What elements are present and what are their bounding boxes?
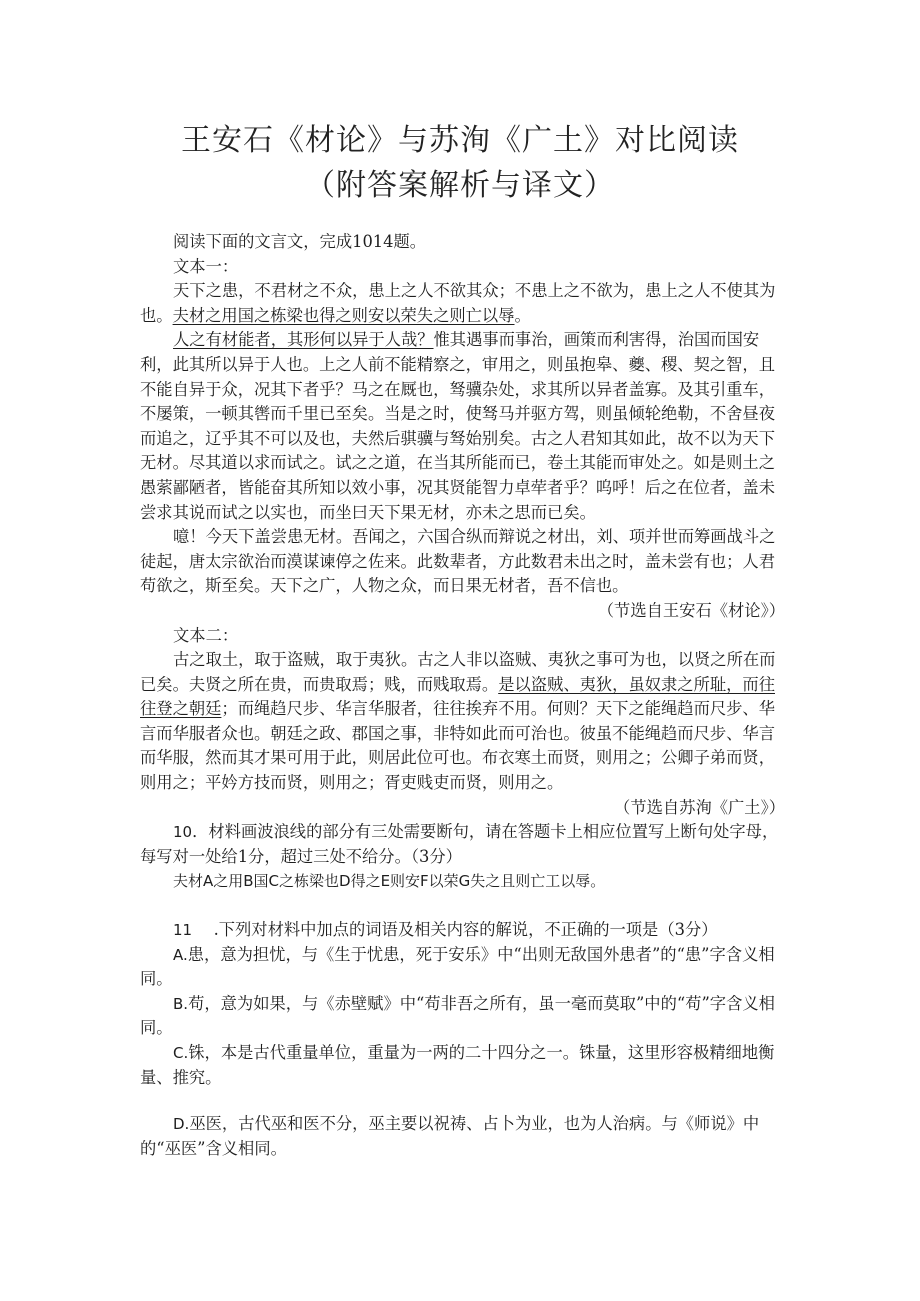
text1-paragraph-2 (140, 328, 785, 525)
option-d-text: 巫医，古代巫和医不分，巫主要以祝祷、占卜为业，也为人治病。与《师说》中的“巫医”含义相同。 (140, 1114, 760, 1158)
document-title: 王安石《材论》与苏洵《广土》对比阅读 (181, 123, 739, 158)
text2-p1-rest: ；而绳趋尺步、华言华服者，往往挨弃不用。何则？天下之能绳趋而尺步、华言而华服者众也。朝廷之政、郡国之事，非特如此而可治也。彼虽不能绳趋而尺步、华言而华服，然而其才果可用于此，则居此位可也。布衣寒土而贤，则用之；公卿子弟而贤，则用之；平妗方技而贤，则用之；胥吏贱吏而贤，则用之。 (140, 699, 775, 793)
option-a-label: A. (173, 945, 188, 964)
text2-p1-start: 古之取土，取于盗贼，取于夷狄。古之人非以盗贼、夷狄之事可为也，以贤之所在而已矣。夫贤之所在贵，而贵取焉；贱，而贱取焉。 (140, 650, 776, 694)
option-a-text: 患，意为担忧，与《生于忧患，死于安乐》中“出则无敌国外患者”的“患”字含义相同。 (140, 944, 775, 989)
text1-p1-sentence: 天下之患，不君材之不众，患上之人不欲其众；不患上之不欲为，患上之人不使其为也。 (140, 281, 776, 325)
text1-p1-end: 。 (514, 305, 531, 325)
question-10-number: 10 (173, 823, 193, 842)
question-10-sentence: 夫材A之用B国C之栋梁也D得之E则安F以荣G失之且则亡工以辱。 (173, 872, 606, 891)
option-c-text: 铢，本是古代重量单位，重量为一两的二十四分之一。铢量，这里形容极精细地衡量、推究。 (140, 1043, 775, 1087)
option-a (140, 943, 785, 992)
text1-p2-rest: 惟其遇事而事治，画策而利害得，治国而国安利，此其所以异于人也。上之人前不能精察之，审用之，则虽抱皋、夔、稷、契之智，且不能自异于众，况其下者乎？马之在厩也，驽骥杂处，求其所以异者盖寡。及其引重车，不屡策，一顿其辔而千里已至矣。当是之时，使驽马并驱方驾，则虽倾轮绝勒，不舍昼夜而追之，辽乎其不可以及也，夫然后骐骥与驽始别矣。古之人君知其如此，故不以为天下无材。尽其道以求而试之。试之之道，在当其所能而已，卷土其能而审处之。如是则土之愚萦鄙陋者，皆能奋其所知以效小事，况其贤能智力卓荦者乎？呜呼！后之在位者，盖未尝求其说而试之以实也，而坐曰天下果无材，亦未之思而已矣。 (140, 330, 775, 522)
text2-paragraph-1 (140, 648, 785, 796)
text1-label: 文本一： (173, 256, 239, 276)
text1-source: （节选自王安石《材论》） (597, 600, 785, 620)
option-b-text: 苟，意为如果，与《赤壁赋》中“苟非吾之所有，虽一毫而莫取”中的“苟”字含义相同。 (140, 993, 775, 1038)
question-11-text: .下列对材料中加点的词语及相关内容的解说，不正确的一项是（3分） (213, 920, 718, 940)
underlined-question-sentence: 人之有材能者，其形何以异于人哉？ (173, 330, 434, 350)
underlined-translation-sentence: 是以盗贼、夷狄，虽奴隶之所耻，而往往登之朝廷 (140, 674, 775, 719)
question-10 (140, 820, 785, 869)
option-c-label: C. (173, 1044, 189, 1062)
option-d-label: D. (173, 1115, 190, 1134)
text2-label: 文本二： (173, 625, 239, 645)
document-subtitle: （附答案解析与译文） (305, 168, 615, 203)
reading-instruction: 阅读下面的文言文，完成1014题。 (173, 232, 427, 251)
text1-paragraph-3: 噫！今天下盖尝患无材。吾闻之，六国合纵而辩说之材出，刘、项并世而筹画战斗之徒起，唐太宗欲治而漠谋谏停之佐来。此数辈者，方此数君未出之时，盖未尝有也；人君苟欲之，斯至矣。天下之广，人物之众，而日果无材者，吾不信也。 (140, 527, 776, 596)
wavy-underline-passage: 夫材之用国之栋梁也得之则安以荣失之则亡以辱 (172, 305, 515, 325)
text1-paragraph-1 (140, 279, 785, 328)
question-11-number: 11 (173, 921, 193, 940)
option-c (140, 1041, 785, 1090)
text2-source: （节选自苏洵《广土》） (614, 797, 785, 817)
option-d (140, 1112, 785, 1161)
option-b (140, 992, 785, 1041)
question-11 (140, 918, 785, 943)
option-b-label: B. (173, 994, 189, 1013)
document-body (140, 230, 785, 1161)
question-10-text: ．材料画波浪线的部分有三处需要断句，请在答题卡上相应位置写上断句处字母，每写对一处给1分，超过三处不给分。（3分） (140, 822, 779, 866)
